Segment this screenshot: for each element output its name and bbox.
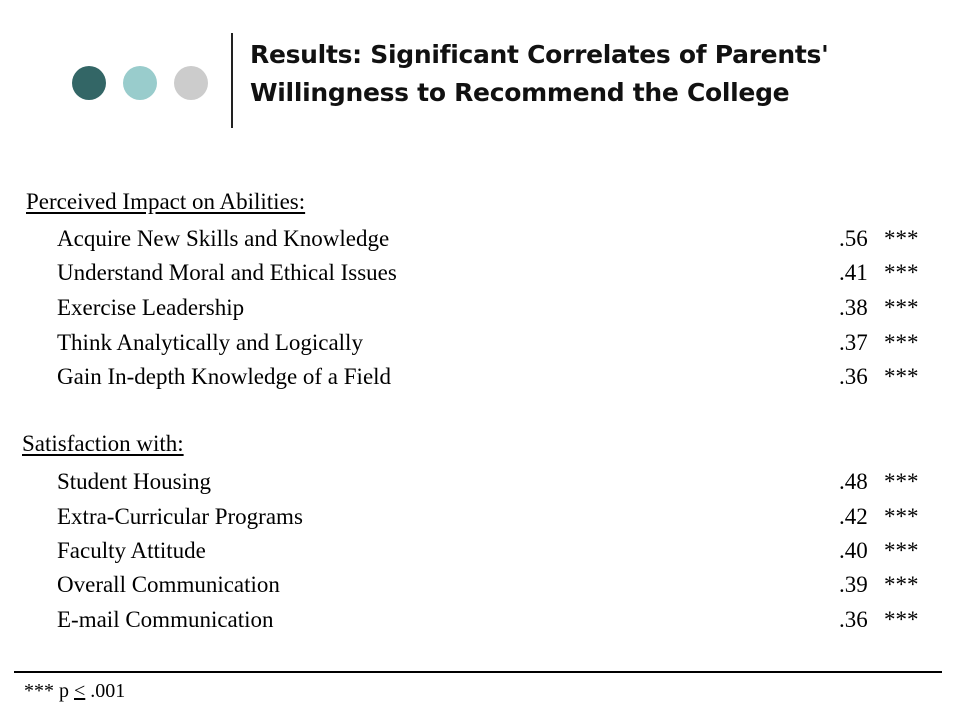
item-value: .39 <box>839 572 868 597</box>
item-value: .56 <box>839 226 868 251</box>
item-significance: *** <box>884 607 919 632</box>
footnote-threshold: .001 <box>85 680 126 702</box>
item-significance: *** <box>884 330 919 355</box>
item-significance: *** <box>884 469 919 494</box>
item-label: Overall Communication <box>57 572 280 597</box>
item-label: Think Analytically and Logically <box>57 330 363 355</box>
item-value: .36 <box>839 364 868 389</box>
section-heading-satisfaction: Satisfaction with: <box>22 431 184 456</box>
item-value: .42 <box>839 504 868 529</box>
section-heading-abilities: Perceived Impact on Abilities: <box>26 189 306 214</box>
item-label: Acquire New Skills and Knowledge <box>57 226 390 251</box>
footnote-prefix: *** p <box>24 680 74 702</box>
item-significance: *** <box>884 260 919 285</box>
item-label: Exercise Leadership <box>57 295 245 320</box>
item-value: .37 <box>839 330 868 355</box>
item-value: .38 <box>839 295 868 320</box>
item-label: Student Housing <box>57 469 211 494</box>
footnote-relation: < <box>74 680 86 702</box>
item-value: .40 <box>839 538 868 563</box>
item-significance: *** <box>884 538 919 563</box>
slide-title-line-1: Results: Significant Correlates of Parents' <box>250 40 829 69</box>
item-significance: *** <box>884 504 919 529</box>
item-label: Gain In-depth Knowledge of a Field <box>57 364 392 389</box>
item-significance: *** <box>884 572 919 597</box>
item-value: .36 <box>839 607 868 632</box>
slide-title-line-2: Willingness to Recommend the College <box>250 78 790 107</box>
item-label: Understand Moral and Ethical Issues <box>57 260 397 285</box>
item-label: E-mail Communication <box>57 607 274 632</box>
item-label: Extra-Curricular Programs <box>57 504 303 529</box>
item-significance: *** <box>884 364 919 389</box>
item-value: .48 <box>839 469 868 494</box>
item-significance: *** <box>884 295 919 320</box>
footnote-rule <box>14 671 942 673</box>
item-value: .41 <box>839 260 868 285</box>
item-label: Faculty Attitude <box>57 538 206 563</box>
footnote <box>24 678 125 704</box>
item-significance: *** <box>884 226 919 251</box>
